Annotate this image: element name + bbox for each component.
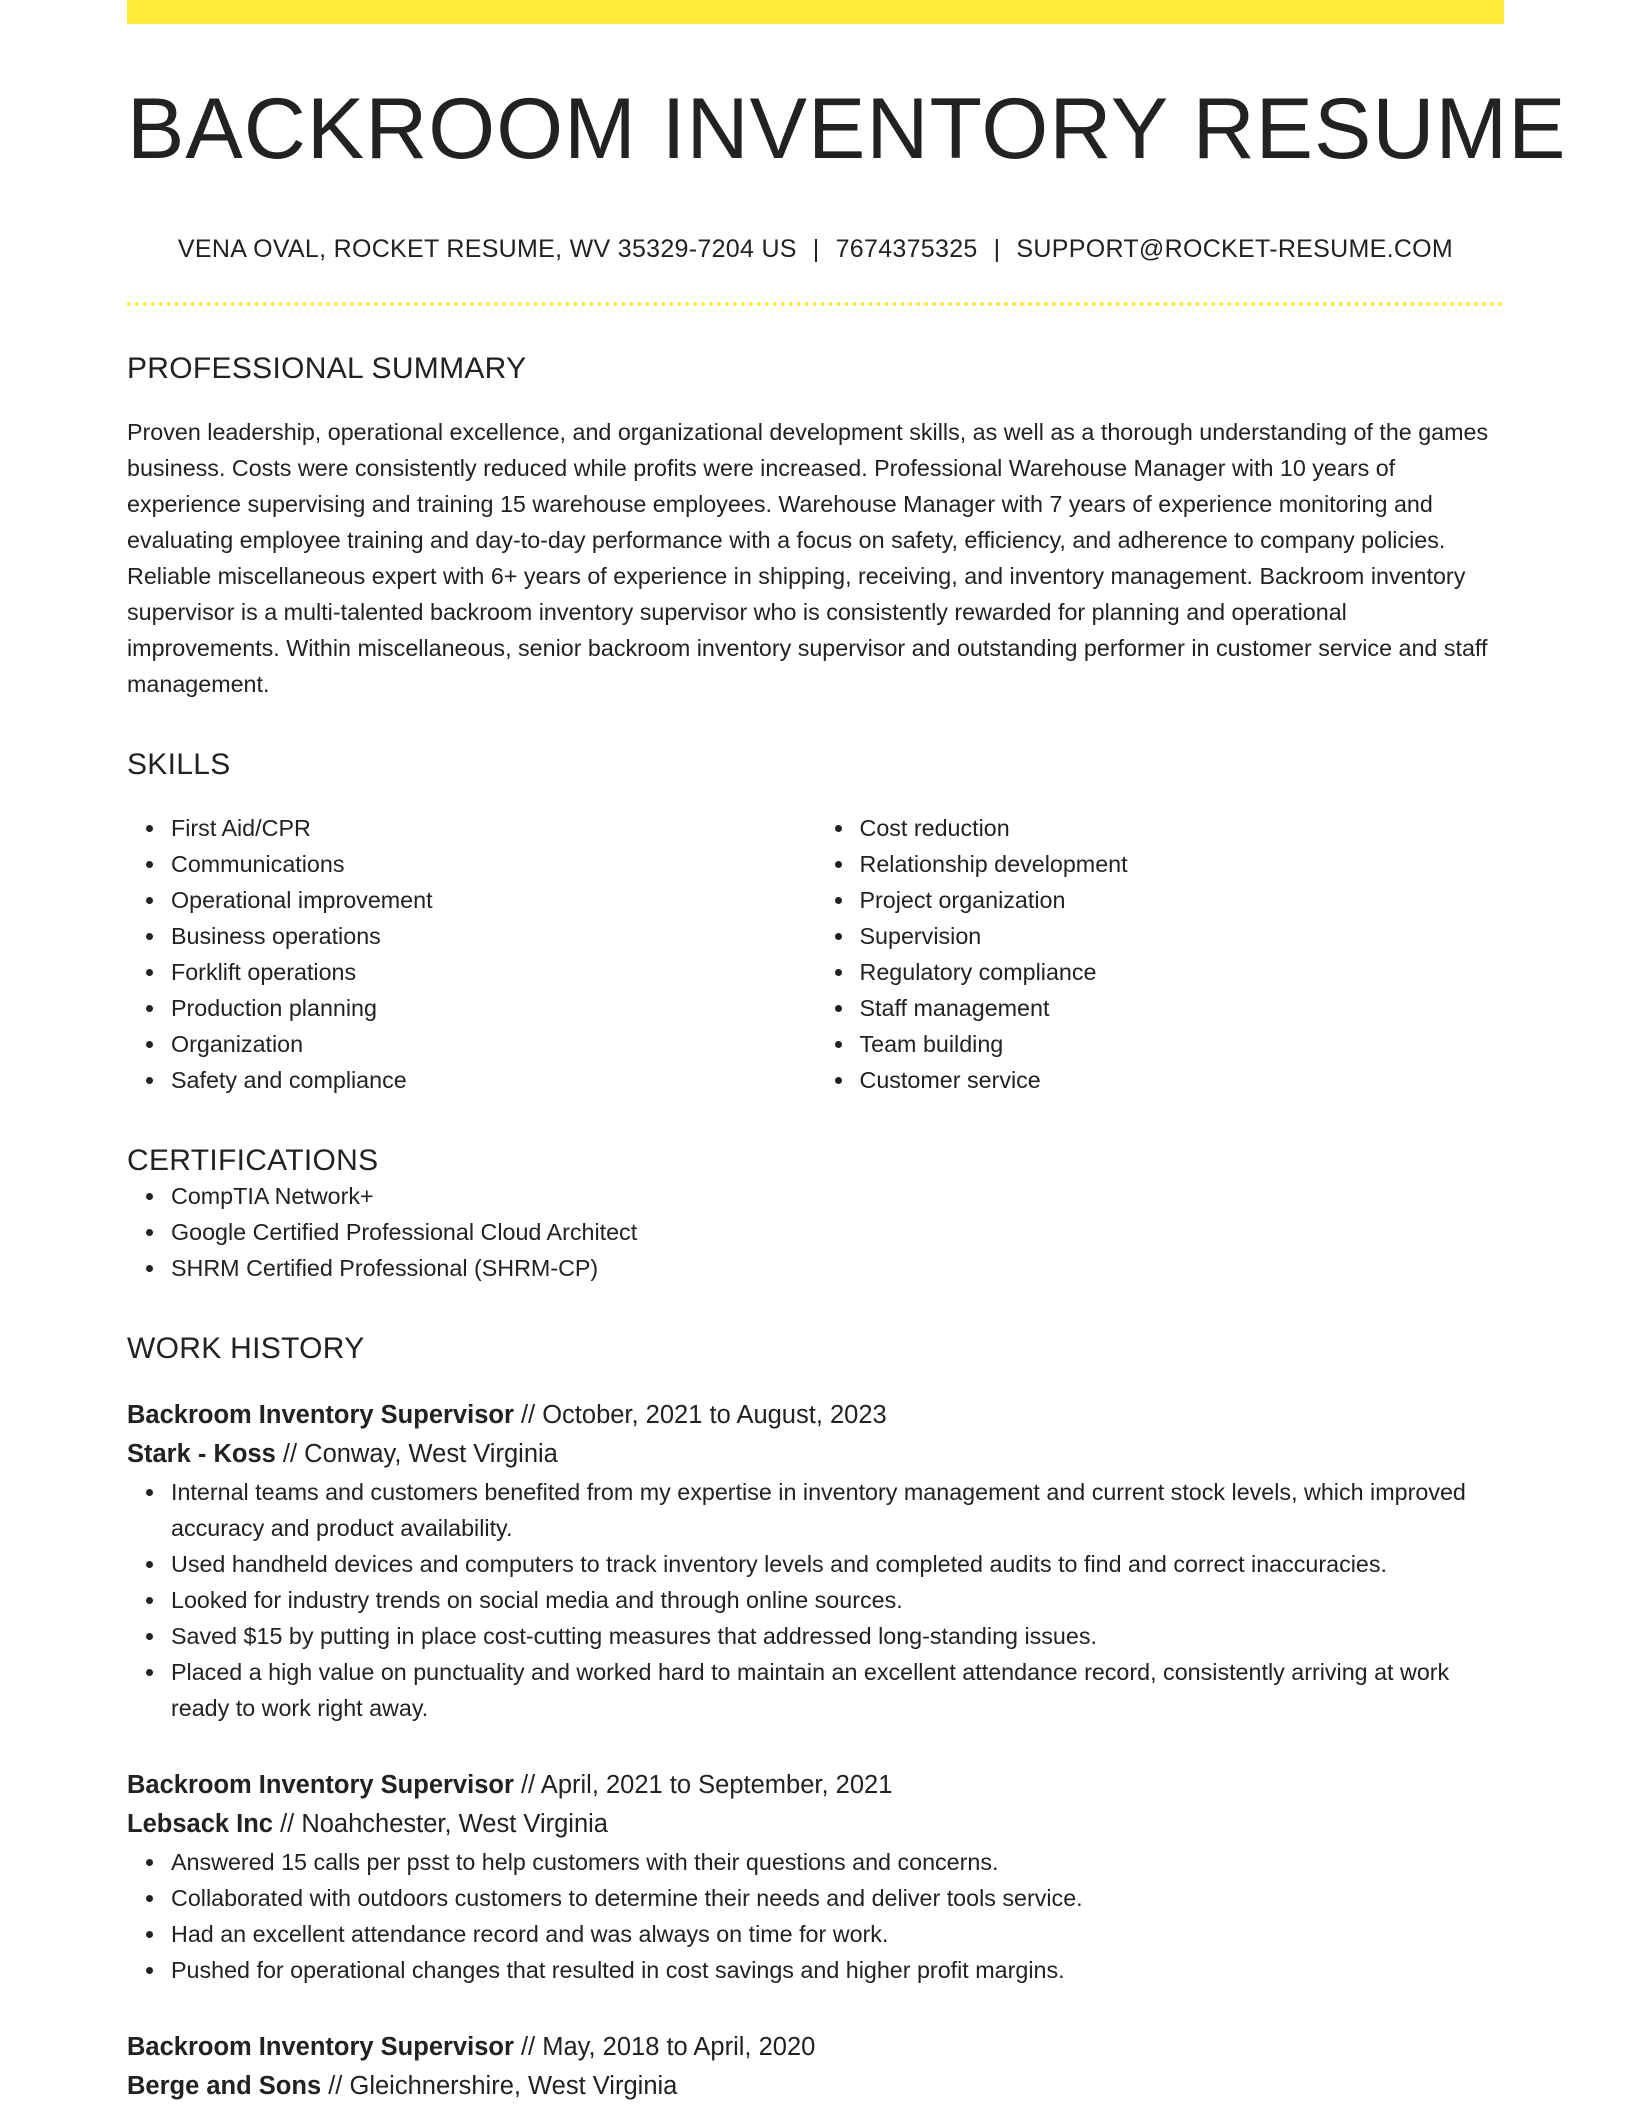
job-entry: [127, 1396, 1504, 1726]
job-company: Berge and Sons: [127, 2071, 322, 2100]
work-history-heading: WORK HISTORY: [127, 1331, 365, 1365]
job-bullet: Used handheld devices and computers to track inventory levels and completed audits to find and correct inaccuracies.: [171, 1546, 1504, 1582]
skill-item: Customer service: [860, 1062, 1505, 1098]
job-title: Backroom Inventory Supervisor: [127, 1770, 514, 1799]
job-title: Backroom Inventory Supervisor: [127, 2032, 514, 2061]
skill-item: Communications: [171, 846, 816, 882]
skill-item: Staff management: [860, 990, 1505, 1026]
skill-item: Cost reduction: [860, 810, 1505, 846]
job-dates: // May, 2018 to April, 2020: [513, 2032, 816, 2061]
certification-item: Google Certified Professional Cloud Architect: [171, 1214, 1504, 1250]
skill-item: Project organization: [860, 882, 1505, 918]
job-bullet: Answered 15 calls per psst to help customers with their questions and concerns.: [171, 1844, 1504, 1880]
job-bullet: Saved $15 by putting in place cost-cutting measures that addressed long-standing issues.: [171, 1618, 1504, 1654]
contact-separator: |: [993, 234, 1001, 263]
job-company-line: [127, 1805, 1504, 1844]
skill-item: First Aid/CPR: [171, 810, 816, 846]
job-entry: [127, 2028, 1504, 2106]
job-entry: [127, 1766, 1504, 1988]
job-dates: // April, 2021 to September, 2021: [513, 1770, 893, 1799]
contact-email[interactable]: SUPPORT@ROCKET-RESUME.COM: [1016, 234, 1454, 263]
accent-top-bar: [127, 0, 1504, 24]
job-bullet: Collaborated with outdoors customers to determine their needs and deliver tools service.: [171, 1880, 1504, 1916]
resume-page: [127, 0, 1567, 2106]
summary-heading: PROFESSIONAL SUMMARY: [127, 351, 527, 385]
skills-list: [127, 810, 1504, 1098]
job-bullet: Had an excellent attendance record and was always on time for work.: [171, 1916, 1504, 1952]
skills-left-column: [127, 810, 816, 1098]
job-company: Stark - Koss: [127, 1439, 276, 1468]
contact-line: [127, 235, 1504, 264]
job-bullet: Pushed for operational changes that resulted in cost savings and higher profit margins.: [171, 1952, 1504, 1988]
job-bullet: Internal teams and customers benefited from my expertise in inventory management and current stock levels, which improved accuracy and product availability.: [171, 1474, 1504, 1546]
dotted-divider: [127, 302, 1504, 306]
skills-right-column: [816, 810, 1505, 1098]
job-bullets: [127, 1474, 1504, 1726]
skill-item: Relationship development: [860, 846, 1505, 882]
job-location: // Noahchester, West Virginia: [273, 1809, 608, 1838]
job-title-line: [127, 1766, 1504, 1805]
job-company-line: [127, 2067, 1504, 2106]
job-location: // Conway, West Virginia: [275, 1439, 558, 1468]
job-company: Lebsack Inc: [127, 1809, 273, 1838]
skill-item: Safety and compliance: [171, 1062, 816, 1098]
skill-item: Regulatory compliance: [860, 954, 1505, 990]
skill-item: Production planning: [171, 990, 816, 1026]
resume-title: BACKROOM INVENTORY RESUME: [127, 81, 1567, 177]
job-bullet: Placed a high value on punctuality and worked hard to maintain an excellent attendance record, consistently arriving at work ready to work right away.: [171, 1654, 1504, 1726]
job-title-line: [127, 1396, 1504, 1435]
job-bullets: [127, 1844, 1504, 1988]
skill-item: Supervision: [860, 918, 1505, 954]
skill-item: Business operations: [171, 918, 816, 954]
contact-phone[interactable]: 7674375325: [835, 234, 978, 263]
skill-item: Forklift operations: [171, 954, 816, 990]
skill-item: Team building: [860, 1026, 1505, 1062]
skill-item: Operational improvement: [171, 882, 816, 918]
job-title-line: [127, 2028, 1504, 2067]
certification-item: CompTIA Network+: [171, 1178, 1504, 1214]
skills-heading: SKILLS: [127, 747, 231, 781]
job-bullet: Looked for industry trends on social media and through online sources.: [171, 1582, 1504, 1618]
job-company-line: [127, 1435, 1504, 1474]
job-title: Backroom Inventory Supervisor: [127, 1400, 514, 1429]
contact-separator: |: [812, 234, 820, 263]
contact-address: VENA OVAL, ROCKET RESUME, WV 35329-7204 US: [177, 234, 797, 263]
certifications-list: [127, 1178, 1504, 1286]
job-location: // Gleichnershire, West Virginia: [321, 2071, 678, 2100]
job-dates: // October, 2021 to August, 2023: [513, 1400, 887, 1429]
skill-item: Organization: [171, 1026, 816, 1062]
certifications-heading: CERTIFICATIONS: [127, 1143, 379, 1177]
summary-text: Proven leadership, operational excellence, and organizational development skills, as well as a thorough understanding of the games business. Costs were consistently reduced while profits were increased. Professional Warehouse Manager with 10 years of experience supervising and training 15 warehouse employees. Warehouse Manager with 7 years of experience monitoring and evaluating employee training and day-to-day performance with a focus on safety, efficiency, and adherence to company policies. Reliable miscellaneous expert with 6+ years of experience in shipping, receiving, and inventory management. Backroom inventory supervisor is a multi-talented backroom inventory supervisor who is consistently rewarded for planning and operational improvements. Within miscellaneous, senior backroom inventory supervisor and outstanding performer in customer service and staff management.: [127, 418, 1489, 697]
certification-item: SHRM Certified Professional (SHRM-CP): [171, 1250, 1504, 1286]
